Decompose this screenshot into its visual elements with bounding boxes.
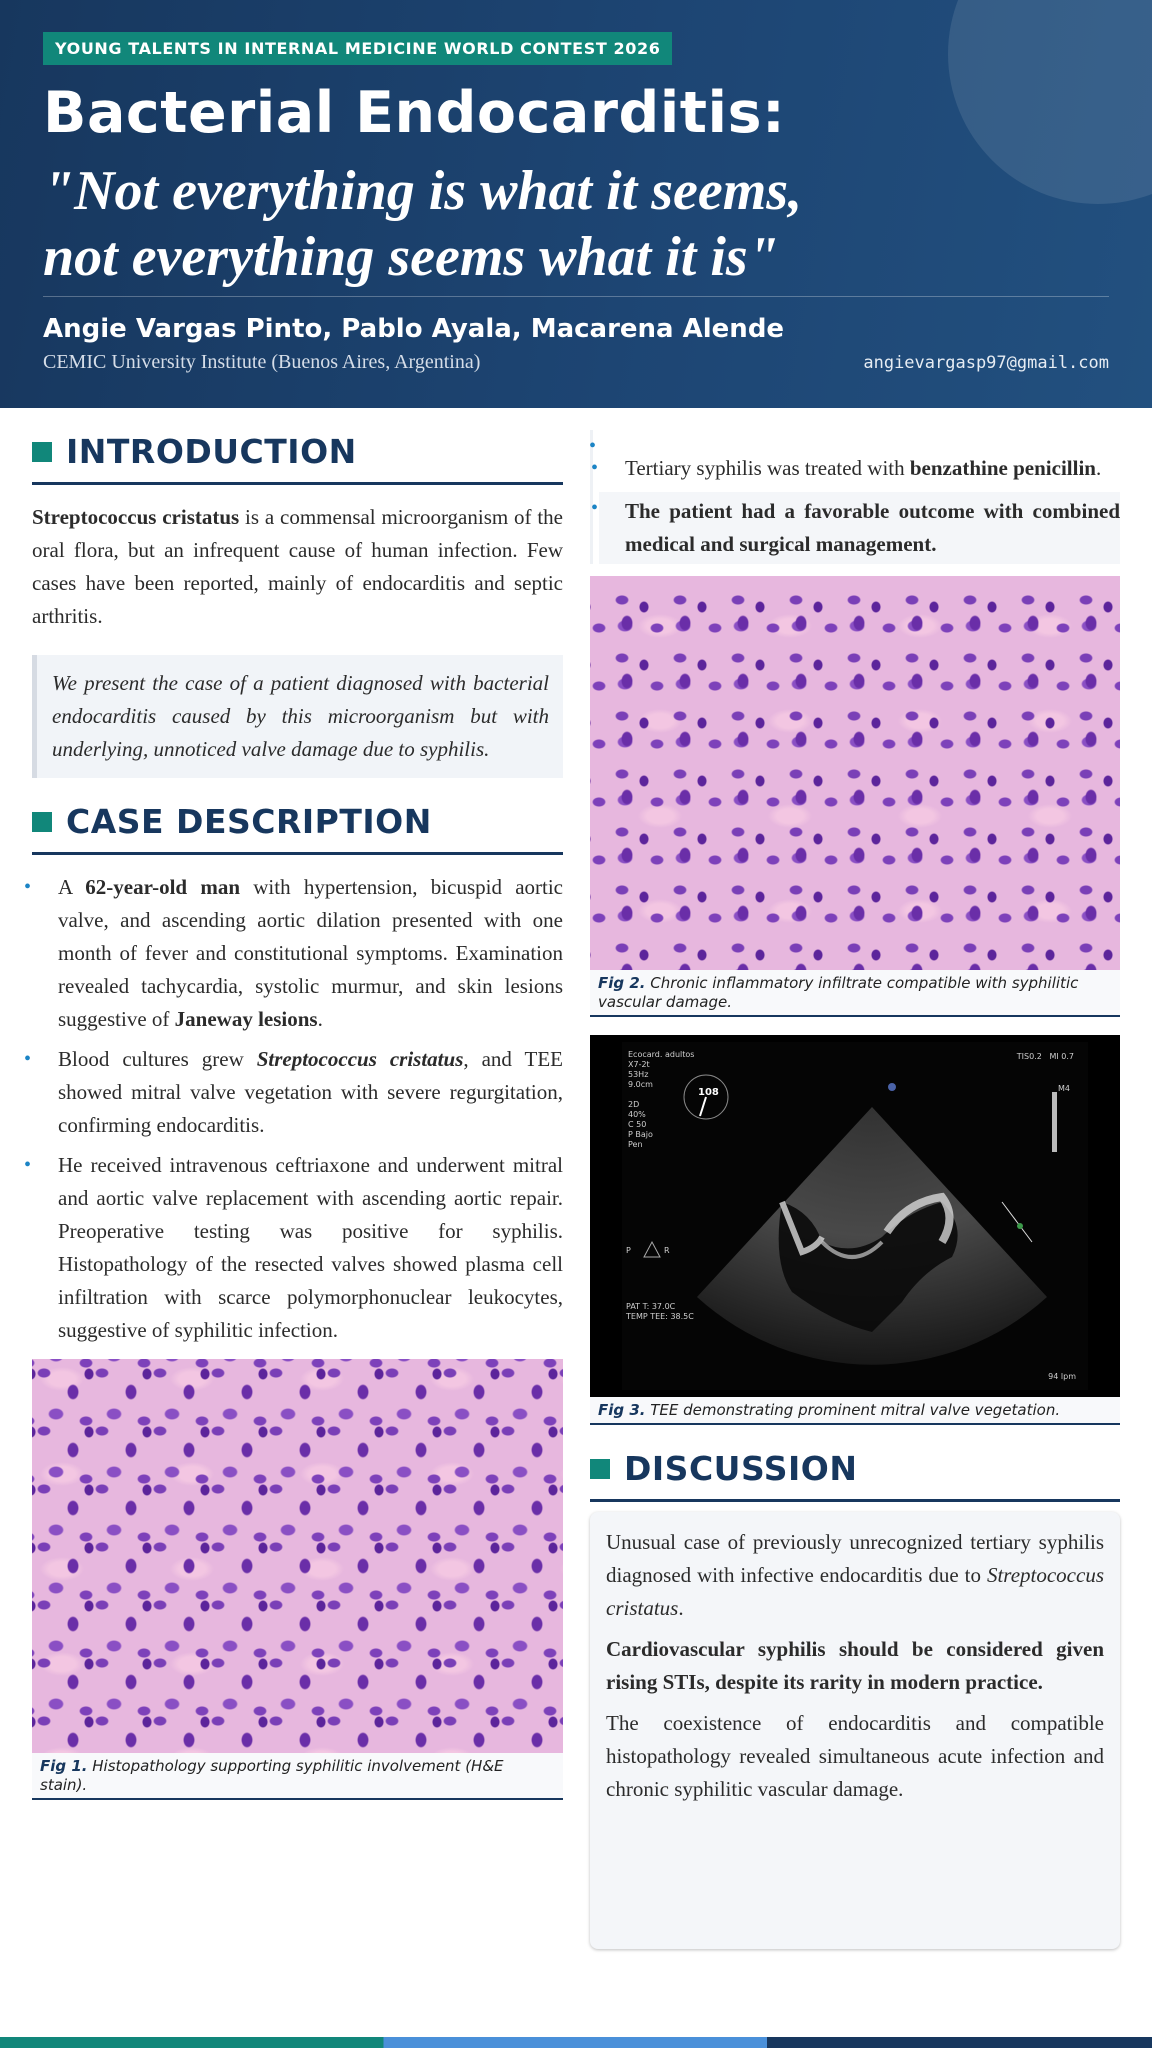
section-marker-icon bbox=[32, 442, 52, 462]
figure-3 bbox=[590, 1035, 1120, 1425]
introduction-quote: We present the case of a patient diagnosed with bacterial endocarditis caused by this microorganism but with underlying, unnoticed valve damage due to syphilis. bbox=[32, 655, 563, 778]
contest-badge: YOUNG TALENTS IN INTERNAL MEDICINE WORLD CONTEST 2026 bbox=[43, 32, 672, 65]
discussion-header bbox=[590, 1447, 1120, 1502]
subtitle-line-2: not everything seems what it is" bbox=[43, 226, 779, 288]
echo-screen bbox=[622, 1042, 1088, 1390]
histopathology-image-1 bbox=[32, 1359, 563, 1753]
figure-1 bbox=[32, 1359, 563, 1800]
tee-echocardiogram-image bbox=[590, 1035, 1120, 1397]
echo-m4-text: M4 bbox=[1058, 1084, 1070, 1093]
left-column bbox=[24, 430, 563, 1800]
discussion-title: DISCUSSION bbox=[624, 1449, 858, 1488]
case-bullet-1: • A 62-year-old man with hypertension, bicuspid aortic valve, and ascending aortic dilation presented with one month of fever and constitutional symptoms. Examination revealed tachycardia, systolic murmur, and skin lesions suggestive of Janeway lesions. bbox=[32, 871, 563, 1036]
echo-angle-text: 108 bbox=[698, 1087, 719, 1098]
affiliation: CEMIC University Institute (Buenos Aires, Argentina) bbox=[43, 351, 481, 373]
case-bullet-3: • He received intravenous ceftriaxone and underwent mitral and aortic valve replacement with ascending aortic repair. Preoperative testing was positive for syphilis. Histopathology of the resected valves showed plasma cell infiltration with scarce polymorphonuclear leukocytes, suggestive of syphilitic infection. bbox=[32, 1149, 563, 1347]
figure-3-caption: Fig 3. TEE demonstrating prominent mitral valve vegetation. bbox=[590, 1397, 1120, 1423]
case-description-header bbox=[32, 800, 563, 855]
right-column bbox=[590, 430, 1120, 1949]
introduction-header bbox=[32, 430, 563, 485]
discussion-paragraph-2: Cardiovascular syphilis should be considered given rising STIs, despite its rarity in modern practice. bbox=[606, 1637, 1104, 1694]
bullet-dot-icon: • bbox=[591, 457, 599, 479]
poster-header bbox=[0, 0, 1152, 408]
grayscale-bar bbox=[1052, 1092, 1057, 1152]
figure-2 bbox=[590, 576, 1120, 1017]
histopathology-image-2 bbox=[590, 576, 1120, 970]
discussion-paragraph-1: Unusual case of previously unrecognized tertiary syphilis diagnosed with infective endocarditis due to Streptococcus cristatus. bbox=[606, 1530, 1104, 1620]
bullet-dot-icon: • bbox=[24, 1154, 32, 1176]
outcome-bullet: • The patient had a favorable outcome with combined medical and surgical management. bbox=[599, 492, 1120, 564]
authors: Angie Vargas Pinto, Pablo Ayala, Macarena Alende bbox=[43, 314, 785, 344]
bullet-dot-icon: • bbox=[24, 876, 32, 898]
section-marker-icon bbox=[32, 812, 52, 832]
case-bullet-list bbox=[24, 871, 563, 1347]
echo-r-marker: R bbox=[664, 1246, 670, 1255]
section-marker-icon bbox=[590, 1459, 610, 1479]
echo-heart-rate: 94 lpm bbox=[1048, 1372, 1076, 1381]
case-bullet-2: • Blood cultures grew Streptococcus cristatus, and TEE showed mitral valve vegetation with severe regurgitation, confirming endocarditis. bbox=[32, 1043, 563, 1142]
treatment-bullet-1: • Tertiary syphilis was treated with benzathine penicillin. bbox=[599, 452, 1120, 485]
echo-sector-graphic bbox=[622, 1042, 1090, 1390]
introduction-title: INTRODUCTION bbox=[66, 432, 357, 471]
echo-p-marker: P bbox=[626, 1246, 631, 1255]
organism-name: Streptococcus cristatus bbox=[32, 505, 240, 529]
discussion-paragraph-3: The coexistence of endocarditis and compatible histopathology revealed simultaneous acute infection and chronic syphilitic vascular damage. bbox=[606, 1711, 1104, 1801]
contact-email[interactable]: angievargasp97@gmail.com bbox=[863, 353, 1109, 373]
header-divider bbox=[43, 296, 1109, 297]
footer-color-bar bbox=[0, 2037, 1152, 2048]
treatment-bullet-list bbox=[590, 430, 1120, 564]
bullet-dot-icon: • bbox=[591, 497, 599, 519]
discussion-box bbox=[590, 1512, 1120, 1949]
introduction-paragraph bbox=[32, 501, 563, 633]
introduction-text: is a commensal microorganism of the oral flora, but an infrequent cause of human infection. Few cases have been reported, mainly of endocarditis and septic arthritis. bbox=[32, 505, 563, 628]
echo-settings-text: Ecocard. adultos X7-2t 53Hz 9.0cm 2D 40% C 50 P Bajo Pen bbox=[628, 1050, 695, 1149]
bullet-dot-icon: • bbox=[589, 435, 597, 457]
bullet-dot-icon: • bbox=[24, 1048, 32, 1070]
echo-temp-text: PAT T: 37.0C TEMP TEE: 38.5C bbox=[626, 1302, 694, 1321]
echo-index-text: TIS0.2 MI 0.7 bbox=[1016, 1052, 1074, 1061]
poster-subtitle bbox=[43, 158, 1043, 290]
figure-1-caption: Fig 1. Histopathology supporting syphilitic involvement (H&E stain). bbox=[32, 1753, 563, 1798]
case-description-title: CASE DESCRIPTION bbox=[66, 802, 432, 841]
subtitle-line-1: "Not everything is what it seems, bbox=[43, 160, 803, 222]
figure-2-caption: Fig 2. Chronic inflammatory infiltrate compatible with syphilitic vascular damage. bbox=[590, 970, 1120, 1015]
poster-title: Bacterial Endocarditis: bbox=[43, 80, 786, 146]
